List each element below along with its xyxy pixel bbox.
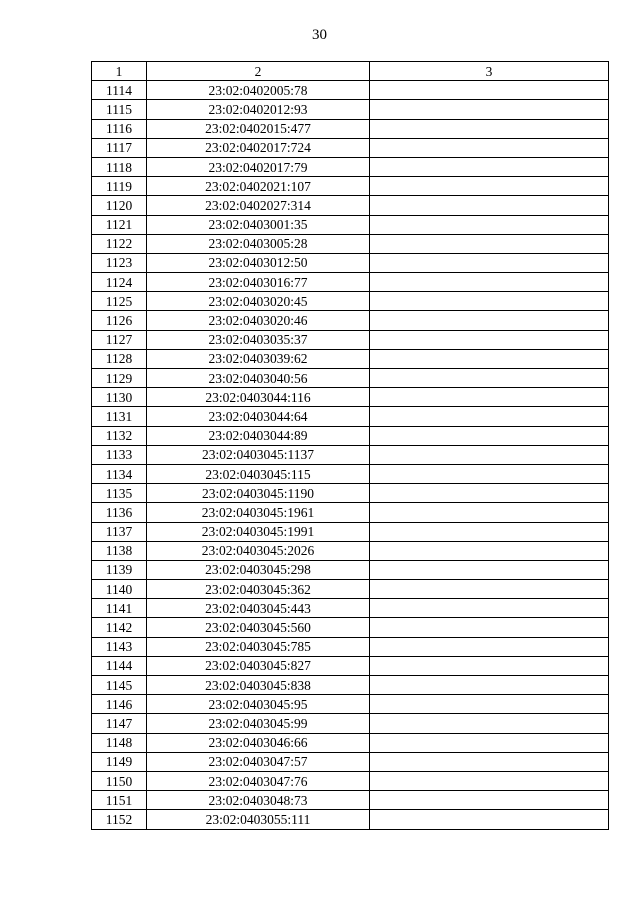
notes-cell — [370, 484, 609, 503]
table-row — [92, 676, 609, 695]
cadastral-number-cell: 23:02:0403045:362 — [147, 580, 370, 599]
column-header-notes: 3 — [370, 62, 609, 81]
row-number-cell: 1143 — [92, 637, 147, 656]
cadastral-number-cell: 23:02:0402005:78 — [147, 81, 370, 100]
row-number-cell: 1151 — [92, 791, 147, 810]
row-number-cell: 1146 — [92, 695, 147, 714]
table-row — [92, 407, 609, 426]
table-row — [92, 445, 609, 464]
notes-cell — [370, 196, 609, 215]
row-number-cell: 1148 — [92, 733, 147, 752]
row-number-cell: 1139 — [92, 560, 147, 579]
cadastral-number-cell: 23:02:0403047:57 — [147, 752, 370, 771]
notes-cell — [370, 177, 609, 196]
cadastral-number-cell: 23:02:0403045:838 — [147, 676, 370, 695]
row-number-cell: 1134 — [92, 464, 147, 483]
cadastral-number-cell: 23:02:0403045:1961 — [147, 503, 370, 522]
table-row — [92, 311, 609, 330]
cadastral-number-cell: 23:02:0403044:64 — [147, 407, 370, 426]
table-row — [92, 599, 609, 618]
notes-cell — [370, 138, 609, 157]
table-row — [92, 100, 609, 119]
notes-cell — [370, 445, 609, 464]
notes-cell — [370, 426, 609, 445]
notes-cell — [370, 81, 609, 100]
table-row — [92, 81, 609, 100]
cadastral-number-cell: 23:02:0403001:35 — [147, 215, 370, 234]
cadastral-number-cell: 23:02:0402017:724 — [147, 138, 370, 157]
notes-cell — [370, 157, 609, 176]
row-number-cell: 1138 — [92, 541, 147, 560]
row-number-cell: 1129 — [92, 369, 147, 388]
row-number-cell: 1122 — [92, 234, 147, 253]
cadastral-number-cell: 23:02:0403044:89 — [147, 426, 370, 445]
notes-cell — [370, 618, 609, 637]
notes-cell — [370, 810, 609, 829]
row-number-cell: 1115 — [92, 100, 147, 119]
table-row — [92, 234, 609, 253]
row-number-cell: 1132 — [92, 426, 147, 445]
notes-cell — [370, 676, 609, 695]
notes-cell — [370, 119, 609, 138]
notes-cell — [370, 695, 609, 714]
notes-cell — [370, 599, 609, 618]
notes-cell — [370, 522, 609, 541]
row-number-cell: 1116 — [92, 119, 147, 138]
table-row — [92, 752, 609, 771]
cadastral-numbers-table — [91, 61, 609, 830]
table-row — [92, 695, 609, 714]
notes-cell — [370, 752, 609, 771]
cadastral-number-cell: 23:02:0403040:56 — [147, 369, 370, 388]
row-number-cell: 1131 — [92, 407, 147, 426]
table-row — [92, 157, 609, 176]
notes-cell — [370, 215, 609, 234]
row-number-cell: 1144 — [92, 656, 147, 675]
table-row — [92, 388, 609, 407]
cadastral-number-cell: 23:02:0403045:1991 — [147, 522, 370, 541]
cadastral-number-cell: 23:02:0403044:116 — [147, 388, 370, 407]
table-row — [92, 464, 609, 483]
table-row — [92, 330, 609, 349]
table-row — [92, 177, 609, 196]
table-row — [92, 215, 609, 234]
notes-cell — [370, 292, 609, 311]
row-number-cell: 1118 — [92, 157, 147, 176]
notes-cell — [370, 637, 609, 656]
table-row — [92, 580, 609, 599]
row-number-cell: 1150 — [92, 771, 147, 790]
table-row — [92, 771, 609, 790]
row-number-cell: 1119 — [92, 177, 147, 196]
cadastral-number-cell: 23:02:0403045:827 — [147, 656, 370, 675]
column-header-cadastral-number: 2 — [147, 62, 370, 81]
table-row — [92, 196, 609, 215]
cadastral-number-cell: 23:02:0403005:28 — [147, 234, 370, 253]
table-row — [92, 292, 609, 311]
row-number-cell: 1141 — [92, 599, 147, 618]
table-row — [92, 369, 609, 388]
row-number-cell: 1145 — [92, 676, 147, 695]
row-number-cell: 1152 — [92, 810, 147, 829]
table-row — [92, 349, 609, 368]
table-row — [92, 791, 609, 810]
cadastral-number-cell: 23:02:0403045:785 — [147, 637, 370, 656]
notes-cell — [370, 234, 609, 253]
table-row — [92, 656, 609, 675]
notes-cell — [370, 330, 609, 349]
table-row — [92, 637, 609, 656]
row-number-cell: 1128 — [92, 349, 147, 368]
notes-cell — [370, 541, 609, 560]
table-row — [92, 810, 609, 829]
notes-cell — [370, 714, 609, 733]
cadastral-number-cell: 23:02:0402017:79 — [147, 157, 370, 176]
table-row — [92, 119, 609, 138]
notes-cell — [370, 656, 609, 675]
cadastral-number-cell: 23:02:0403045:99 — [147, 714, 370, 733]
row-number-cell: 1120 — [92, 196, 147, 215]
cadastral-number-cell: 23:02:0403047:76 — [147, 771, 370, 790]
notes-cell — [370, 771, 609, 790]
row-number-cell: 1124 — [92, 273, 147, 292]
notes-cell — [370, 100, 609, 119]
table-row — [92, 714, 609, 733]
row-number-cell: 1125 — [92, 292, 147, 311]
cadastral-number-cell: 23:02:0403045:95 — [147, 695, 370, 714]
cadastral-number-cell: 23:02:0403048:73 — [147, 791, 370, 810]
row-number-cell: 1135 — [92, 484, 147, 503]
cadastral-number-cell: 23:02:0402021:107 — [147, 177, 370, 196]
row-number-cell: 1127 — [92, 330, 147, 349]
table-row — [92, 522, 609, 541]
row-number-cell: 1114 — [92, 81, 147, 100]
row-number-cell: 1126 — [92, 311, 147, 330]
row-number-cell: 1140 — [92, 580, 147, 599]
table-row — [92, 618, 609, 637]
row-number-cell: 1137 — [92, 522, 147, 541]
table-row — [92, 253, 609, 272]
notes-cell — [370, 369, 609, 388]
cadastral-number-cell: 23:02:0403045:115 — [147, 464, 370, 483]
notes-cell — [370, 253, 609, 272]
row-number-cell: 1147 — [92, 714, 147, 733]
row-number-cell: 1142 — [92, 618, 147, 637]
table-row — [92, 484, 609, 503]
row-number-cell: 1121 — [92, 215, 147, 234]
table-header-row — [92, 62, 609, 81]
table-row — [92, 560, 609, 579]
table-row — [92, 733, 609, 752]
table-body — [92, 81, 609, 829]
cadastral-number-cell: 23:02:0403045:298 — [147, 560, 370, 579]
table-row — [92, 138, 609, 157]
notes-cell — [370, 560, 609, 579]
row-number-cell: 1149 — [92, 752, 147, 771]
cadastral-number-cell: 23:02:0403035:37 — [147, 330, 370, 349]
cadastral-number-cell: 23:02:0403016:77 — [147, 273, 370, 292]
row-number-cell: 1117 — [92, 138, 147, 157]
cadastral-number-cell: 23:02:0403045:443 — [147, 599, 370, 618]
cadastral-number-cell: 23:02:0402027:314 — [147, 196, 370, 215]
table-row — [92, 541, 609, 560]
row-number-cell: 1123 — [92, 253, 147, 272]
notes-cell — [370, 580, 609, 599]
notes-cell — [370, 464, 609, 483]
cadastral-number-cell: 23:02:0402012:93 — [147, 100, 370, 119]
cadastral-number-cell: 23:02:0403039:62 — [147, 349, 370, 368]
cadastral-number-cell: 23:02:0403020:46 — [147, 311, 370, 330]
table-row — [92, 273, 609, 292]
notes-cell — [370, 388, 609, 407]
cadastral-number-cell: 23:02:0403020:45 — [147, 292, 370, 311]
row-number-cell: 1130 — [92, 388, 147, 407]
row-number-cell: 1136 — [92, 503, 147, 522]
cadastral-number-cell: 23:02:0403045:2026 — [147, 541, 370, 560]
row-number-cell: 1133 — [92, 445, 147, 464]
notes-cell — [370, 407, 609, 426]
cadastral-number-cell: 23:02:0403045:1137 — [147, 445, 370, 464]
cadastral-number-cell: 23:02:0403055:111 — [147, 810, 370, 829]
page-number: 30 — [312, 27, 327, 43]
table-row — [92, 503, 609, 522]
notes-cell — [370, 733, 609, 752]
notes-cell — [370, 791, 609, 810]
cadastral-number-cell: 23:02:0403045:560 — [147, 618, 370, 637]
cadastral-number-cell: 23:02:0403012:50 — [147, 253, 370, 272]
notes-cell — [370, 503, 609, 522]
notes-cell — [370, 349, 609, 368]
column-header-number: 1 — [92, 62, 147, 81]
table-row — [92, 426, 609, 445]
notes-cell — [370, 311, 609, 330]
cadastral-number-cell: 23:02:0403045:1190 — [147, 484, 370, 503]
cadastral-number-cell: 23:02:0402015:477 — [147, 119, 370, 138]
cadastral-number-cell: 23:02:0403046:66 — [147, 733, 370, 752]
notes-cell — [370, 273, 609, 292]
